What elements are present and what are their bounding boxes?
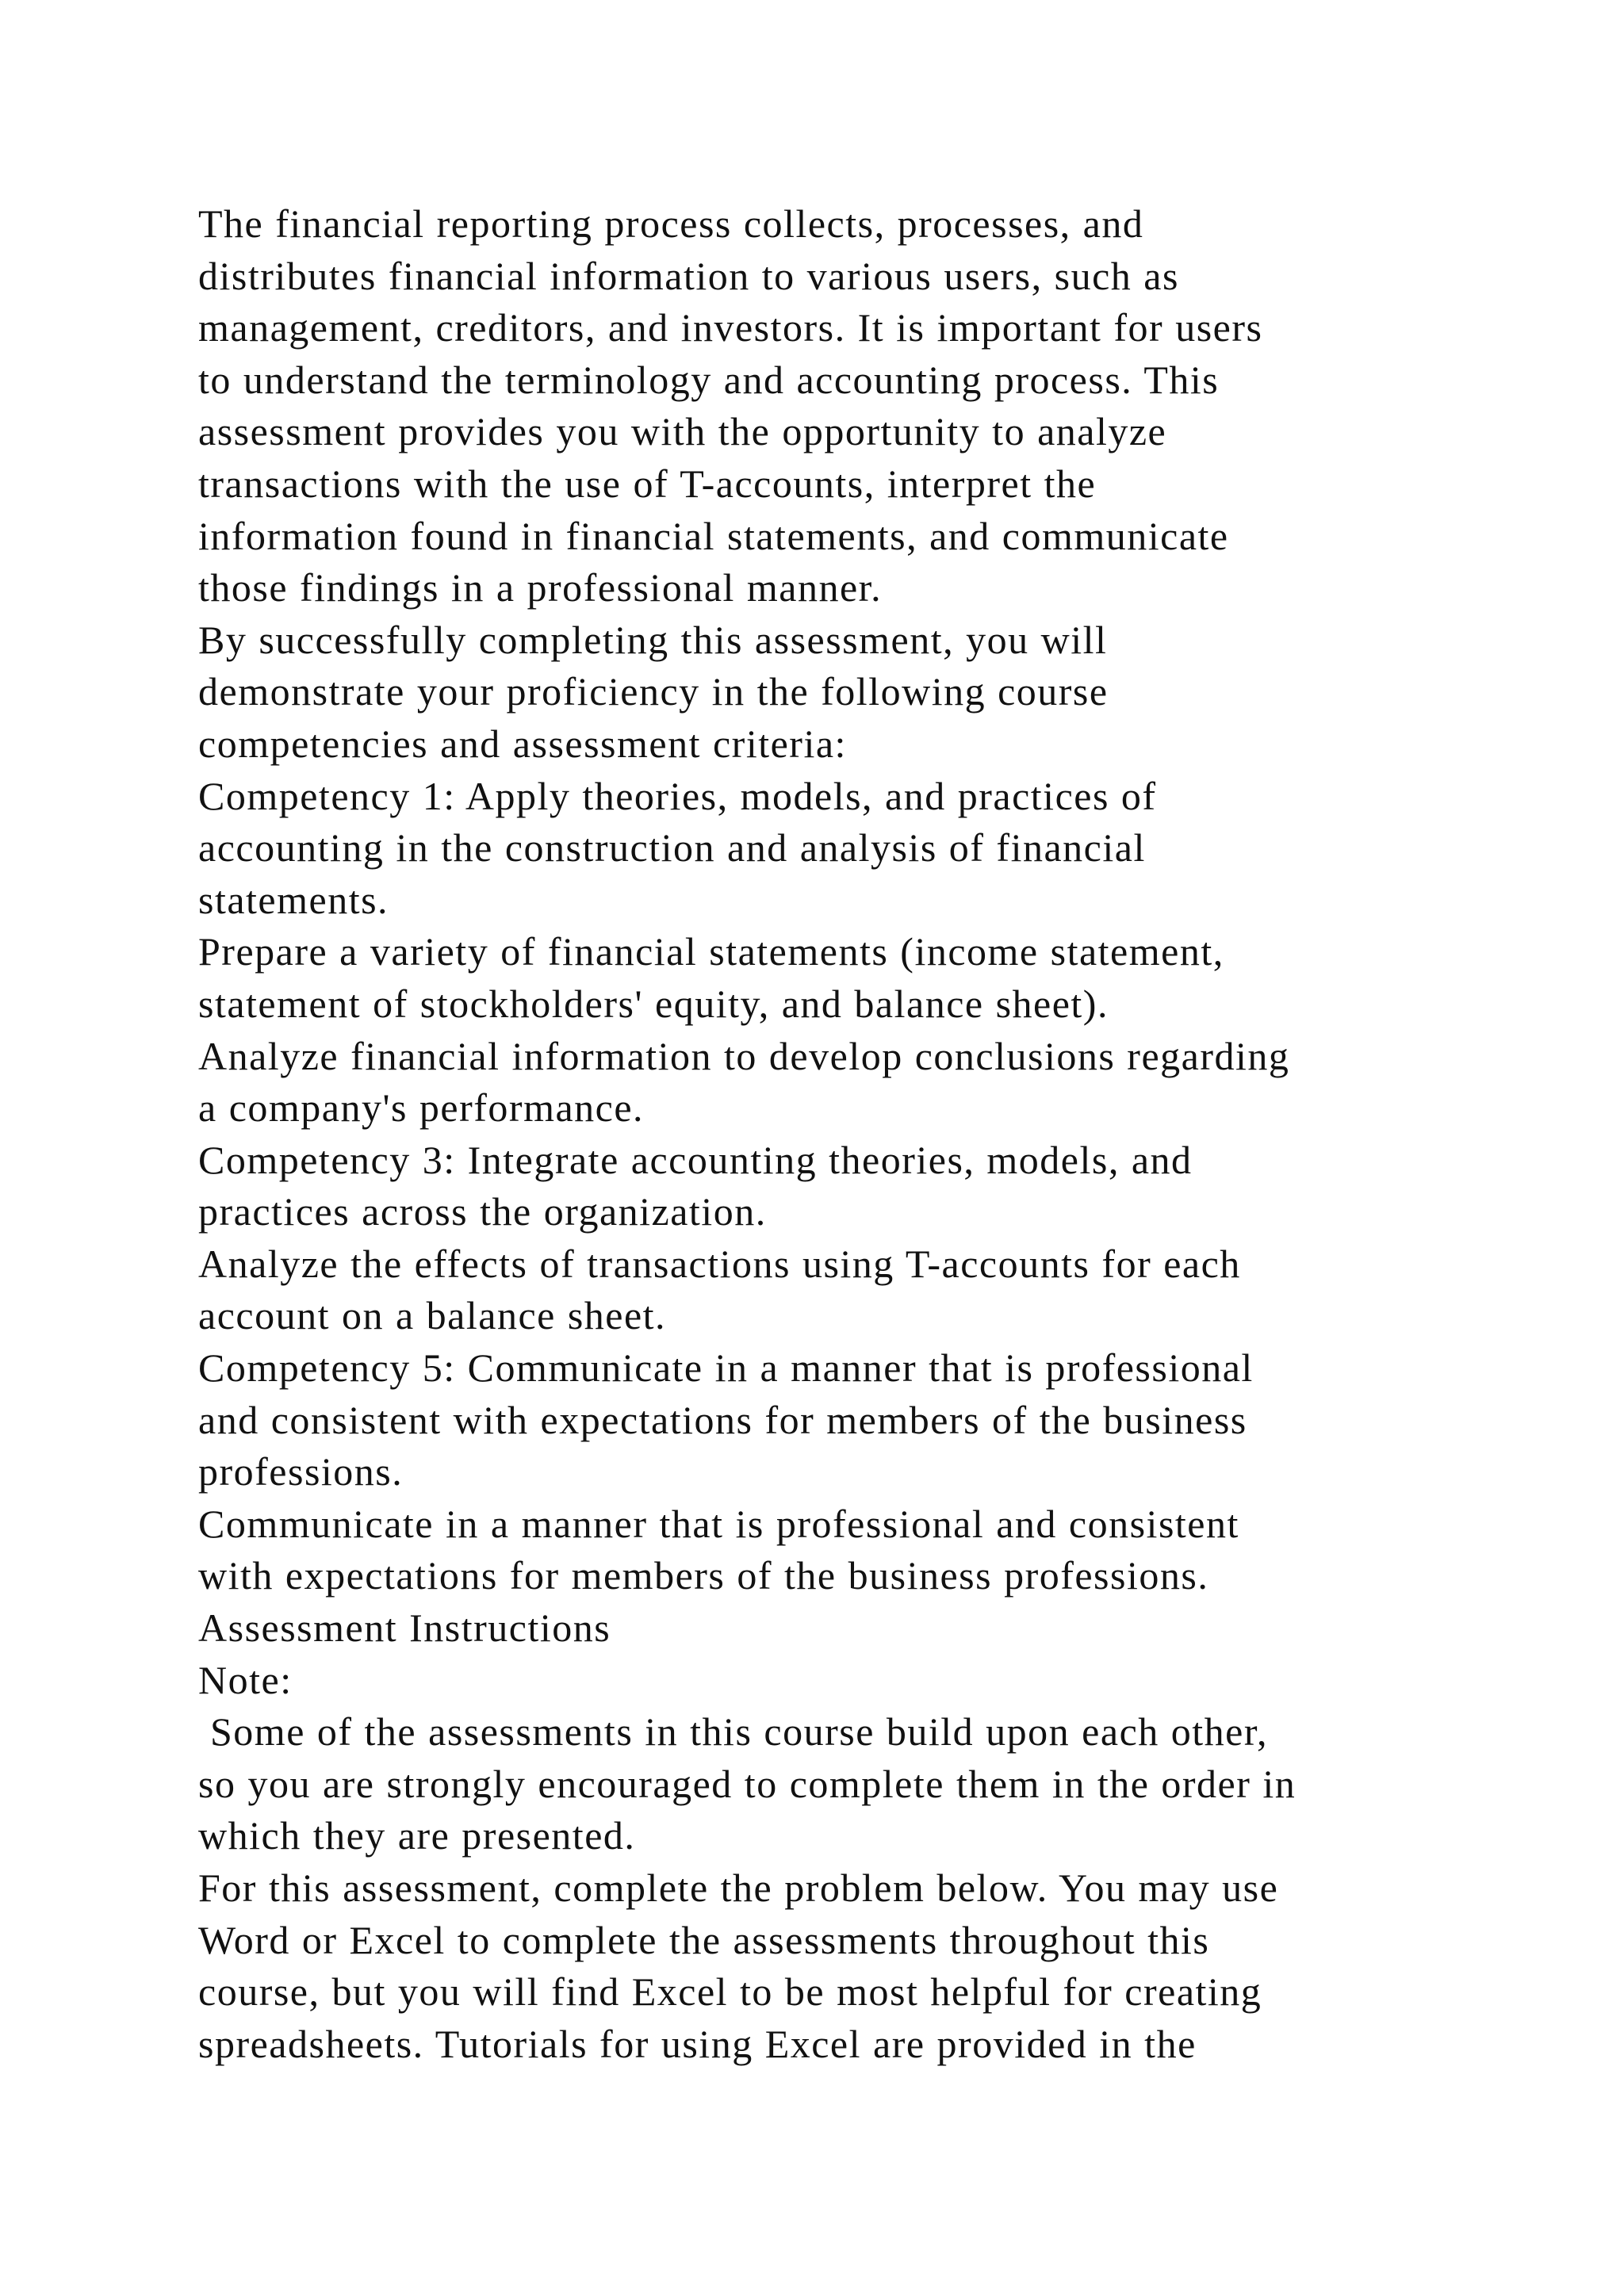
text-line: professions. [198, 1449, 404, 1494]
text-line: accounting in the construction and analysis of financial [198, 825, 1146, 871]
text-line: spreadsheets. Tutorials for using Excel are provided in the [198, 2021, 1197, 2066]
text-line: The financial reporting process collects, processes, and [198, 201, 1144, 246]
text-line: a company's performance. [198, 1085, 645, 1131]
text-line: demonstrate your proficiency in the following course [198, 669, 1109, 714]
text-line: distributes financial information to various users, such as [198, 253, 1179, 298]
text-line: so you are strongly encouraged to complete them in the order in [198, 1761, 1297, 1806]
text-line: transactions with the use of T-accounts, interpret the [198, 461, 1097, 506]
text-line: account on a balance sheet. [198, 1293, 667, 1338]
text-line: By successfully completing this assessment, you will [198, 617, 1108, 662]
note-label: Note: [198, 1657, 293, 1702]
text-line: and consistent with expectations for members of the business [198, 1397, 1247, 1442]
text-line: course, but you will find Excel to be most helpful for creating [198, 1969, 1262, 2015]
text-line: which they are presented. [198, 1813, 636, 1858]
text-line: competencies and assessment criteria: [198, 721, 847, 766]
text-line: assessment provides you with the opportunity to analyze [198, 409, 1167, 454]
text-line: Prepare a variety of financial statements (income statement, [198, 929, 1224, 974]
competency-1-heading: Competency 1: Apply theories, models, and practices of [198, 773, 1157, 818]
text-line: statements. [198, 877, 389, 922]
competency-5-heading: Competency 5: Communicate in a manner that is professional [198, 1345, 1254, 1391]
text-line: Analyze the effects of transactions using T-accounts for each [198, 1241, 1241, 1286]
text-line: Analyze financial information to develop conclusions regarding [198, 1033, 1290, 1078]
text-line: For this assessment, complete the problem below. You may use [198, 1866, 1279, 1910]
text-line: Some of the assessments in this course build upon each other, [198, 1709, 1268, 1755]
text-line: information found in financial statements, and communicate [198, 513, 1229, 558]
text-line: management, creditors, and investors. It is important for users [198, 305, 1263, 350]
text-line: Communicate in a manner that is professional and consistent [198, 1501, 1239, 1546]
text-line: Word or Excel to complete the assessments throughout this [198, 1917, 1210, 1962]
text-line: practices across the organization. [198, 1189, 767, 1234]
text-line: those findings in a professional manner. [198, 565, 883, 610]
document-body [198, 198, 1546, 2070]
competency-3-heading: Competency 3: Integrate accounting theories, models, and [198, 1137, 1193, 1182]
section-heading: Assessment Instructions [198, 1605, 611, 1651]
text-line: statement of stockholders' equity, and balance sheet). [198, 981, 1109, 1026]
text-line: with expectations for members of the business professions. [198, 1553, 1209, 1598]
text-line: to understand the terminology and accounting process. This [198, 357, 1220, 402]
